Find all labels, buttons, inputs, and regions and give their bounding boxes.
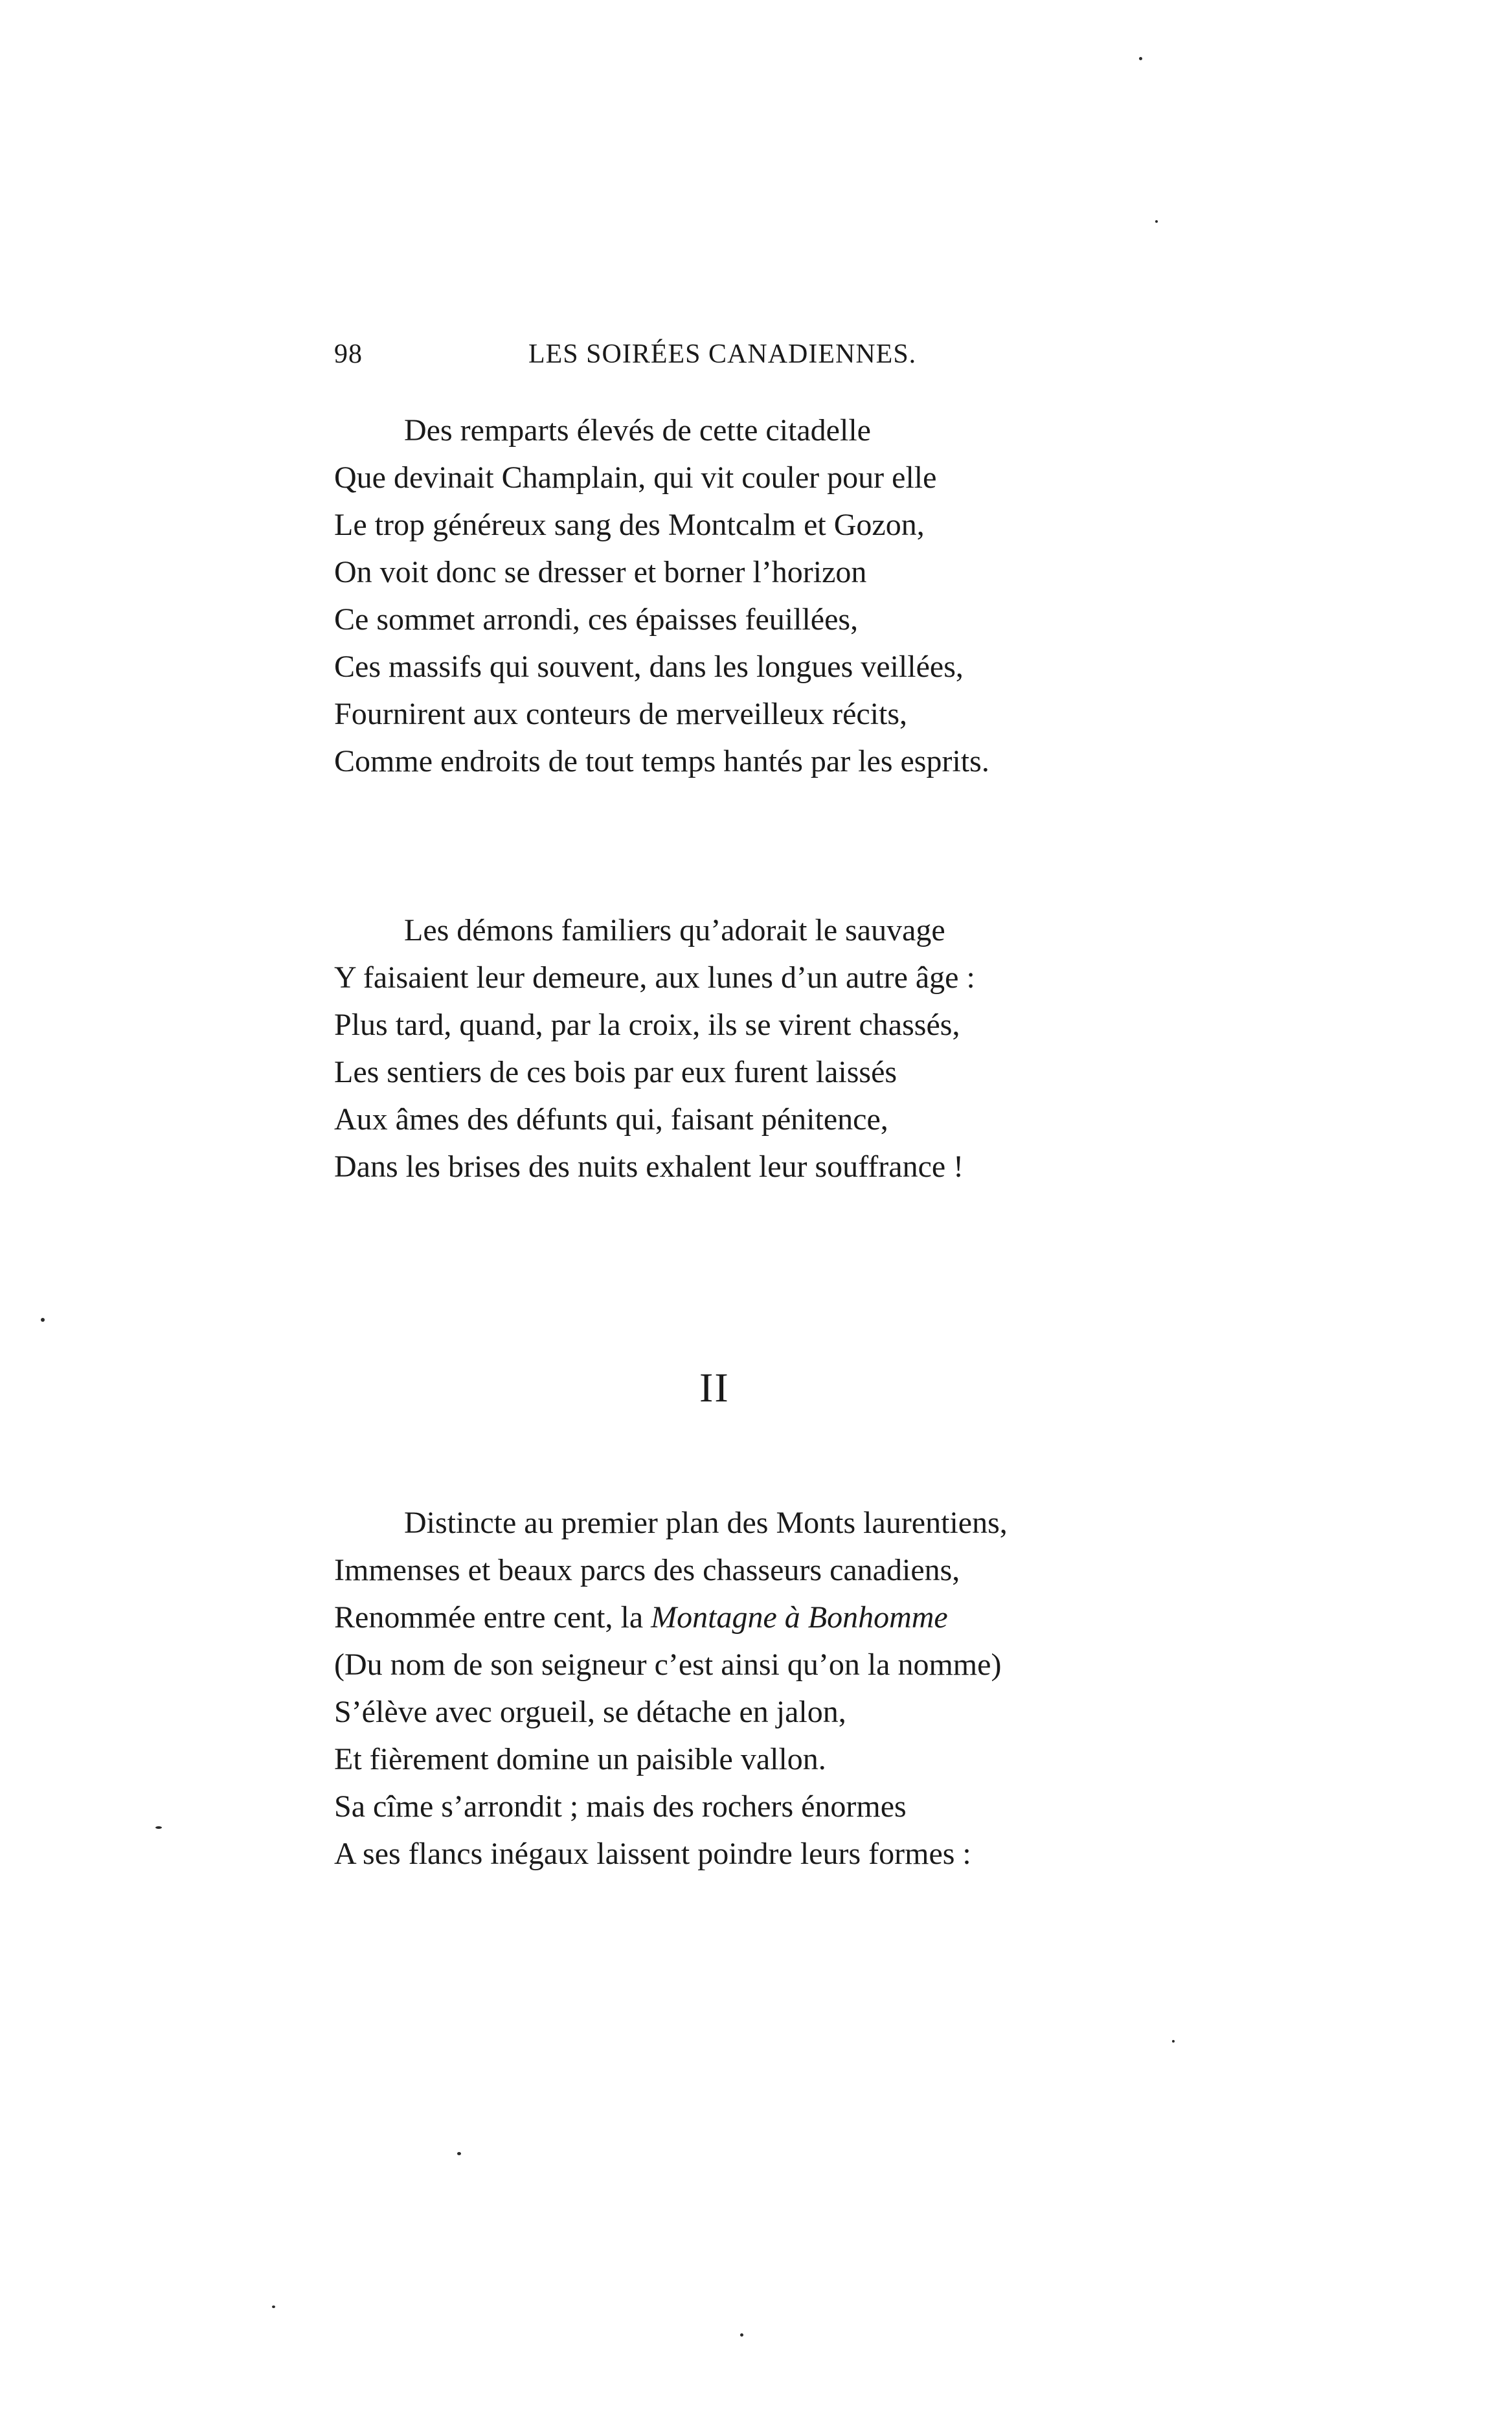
verse-line: Que devinait Champlain, qui vit couler pour elle <box>334 460 937 495</box>
verse-line: A ses flancs inégaux laissent poindre leurs formes : <box>334 1837 971 1871</box>
stanza-1 <box>334 407 1176 785</box>
section-numeral: II <box>699 1365 730 1410</box>
scan-speck <box>1155 220 1158 223</box>
stanza-2 <box>334 907 1176 1190</box>
verse-line: Le trop généreux sang des Montcalm et Gozon, <box>334 508 925 542</box>
scan-speck <box>1172 2040 1175 2043</box>
verse-line: Les sentiers de ces bois par eux furent laissés <box>334 1055 897 1089</box>
verse-line: S’élève avec orgueil, se détache en jalon, <box>334 1695 846 1729</box>
scan-speck <box>457 2152 461 2155</box>
scan-speck <box>155 1826 162 1829</box>
stanza-3 <box>334 1499 1176 1877</box>
scan-speck <box>272 2305 275 2308</box>
page-number: 98 <box>334 339 363 369</box>
verse-line: Y faisaient leur demeure, aux lunes d’un autre âge : <box>334 960 975 995</box>
verse-line: On voit donc se dresser et borner l’horizon <box>334 555 867 589</box>
place-name-italic: Montagne à Bonhomme <box>651 1600 948 1635</box>
verse-line: Distincte au premier plan des Monts laurentiens, <box>404 1506 1008 1540</box>
scan-speck <box>41 1318 45 1322</box>
verse-line: Les démons familiers qu’adorait le sauvage <box>404 913 945 947</box>
verse-text: Renommée entre cent, la <box>334 1600 651 1635</box>
scan-speck <box>740 2333 743 2337</box>
verse-line: Immenses et beaux parcs des chasseurs canadiens, <box>334 1553 960 1587</box>
running-title: LES SOIRÉES CANADIENNES. <box>528 339 917 369</box>
verse-line: Dans les brises des nuits exhalent leur souffrance ! <box>334 1150 964 1184</box>
verse-line: Fournirent aux conteurs de merveilleux récits, <box>334 697 908 731</box>
running-head <box>334 332 969 377</box>
verse-line: (Du nom de son seigneur c’est ainsi qu’on la nomme) <box>334 1648 1002 1682</box>
verse-line: Et fièrement domine un paisible vallon. <box>334 1742 826 1776</box>
scan-speck <box>1139 57 1142 60</box>
verse-line-with-italic <box>334 1594 1176 1641</box>
verse-line: Aux âmes des défunts qui, faisant pénitence, <box>334 1102 888 1137</box>
verse-line: Des remparts élevés de cette citadelle <box>404 413 871 447</box>
verse-line: Ce sommet arrondi, ces épaisses feuillées, <box>334 602 859 637</box>
verse-line: Sa cîme s’arrondit ; mais des rochers énormes <box>334 1789 907 1824</box>
verse-line: Ces massifs qui souvent, dans les longues veillées, <box>334 650 964 684</box>
verse-line: Plus tard, quand, par la croix, ils se virent chassés, <box>334 1008 960 1042</box>
verse-line: Comme endroits de tout temps hantés par les esprits. <box>334 744 989 778</box>
